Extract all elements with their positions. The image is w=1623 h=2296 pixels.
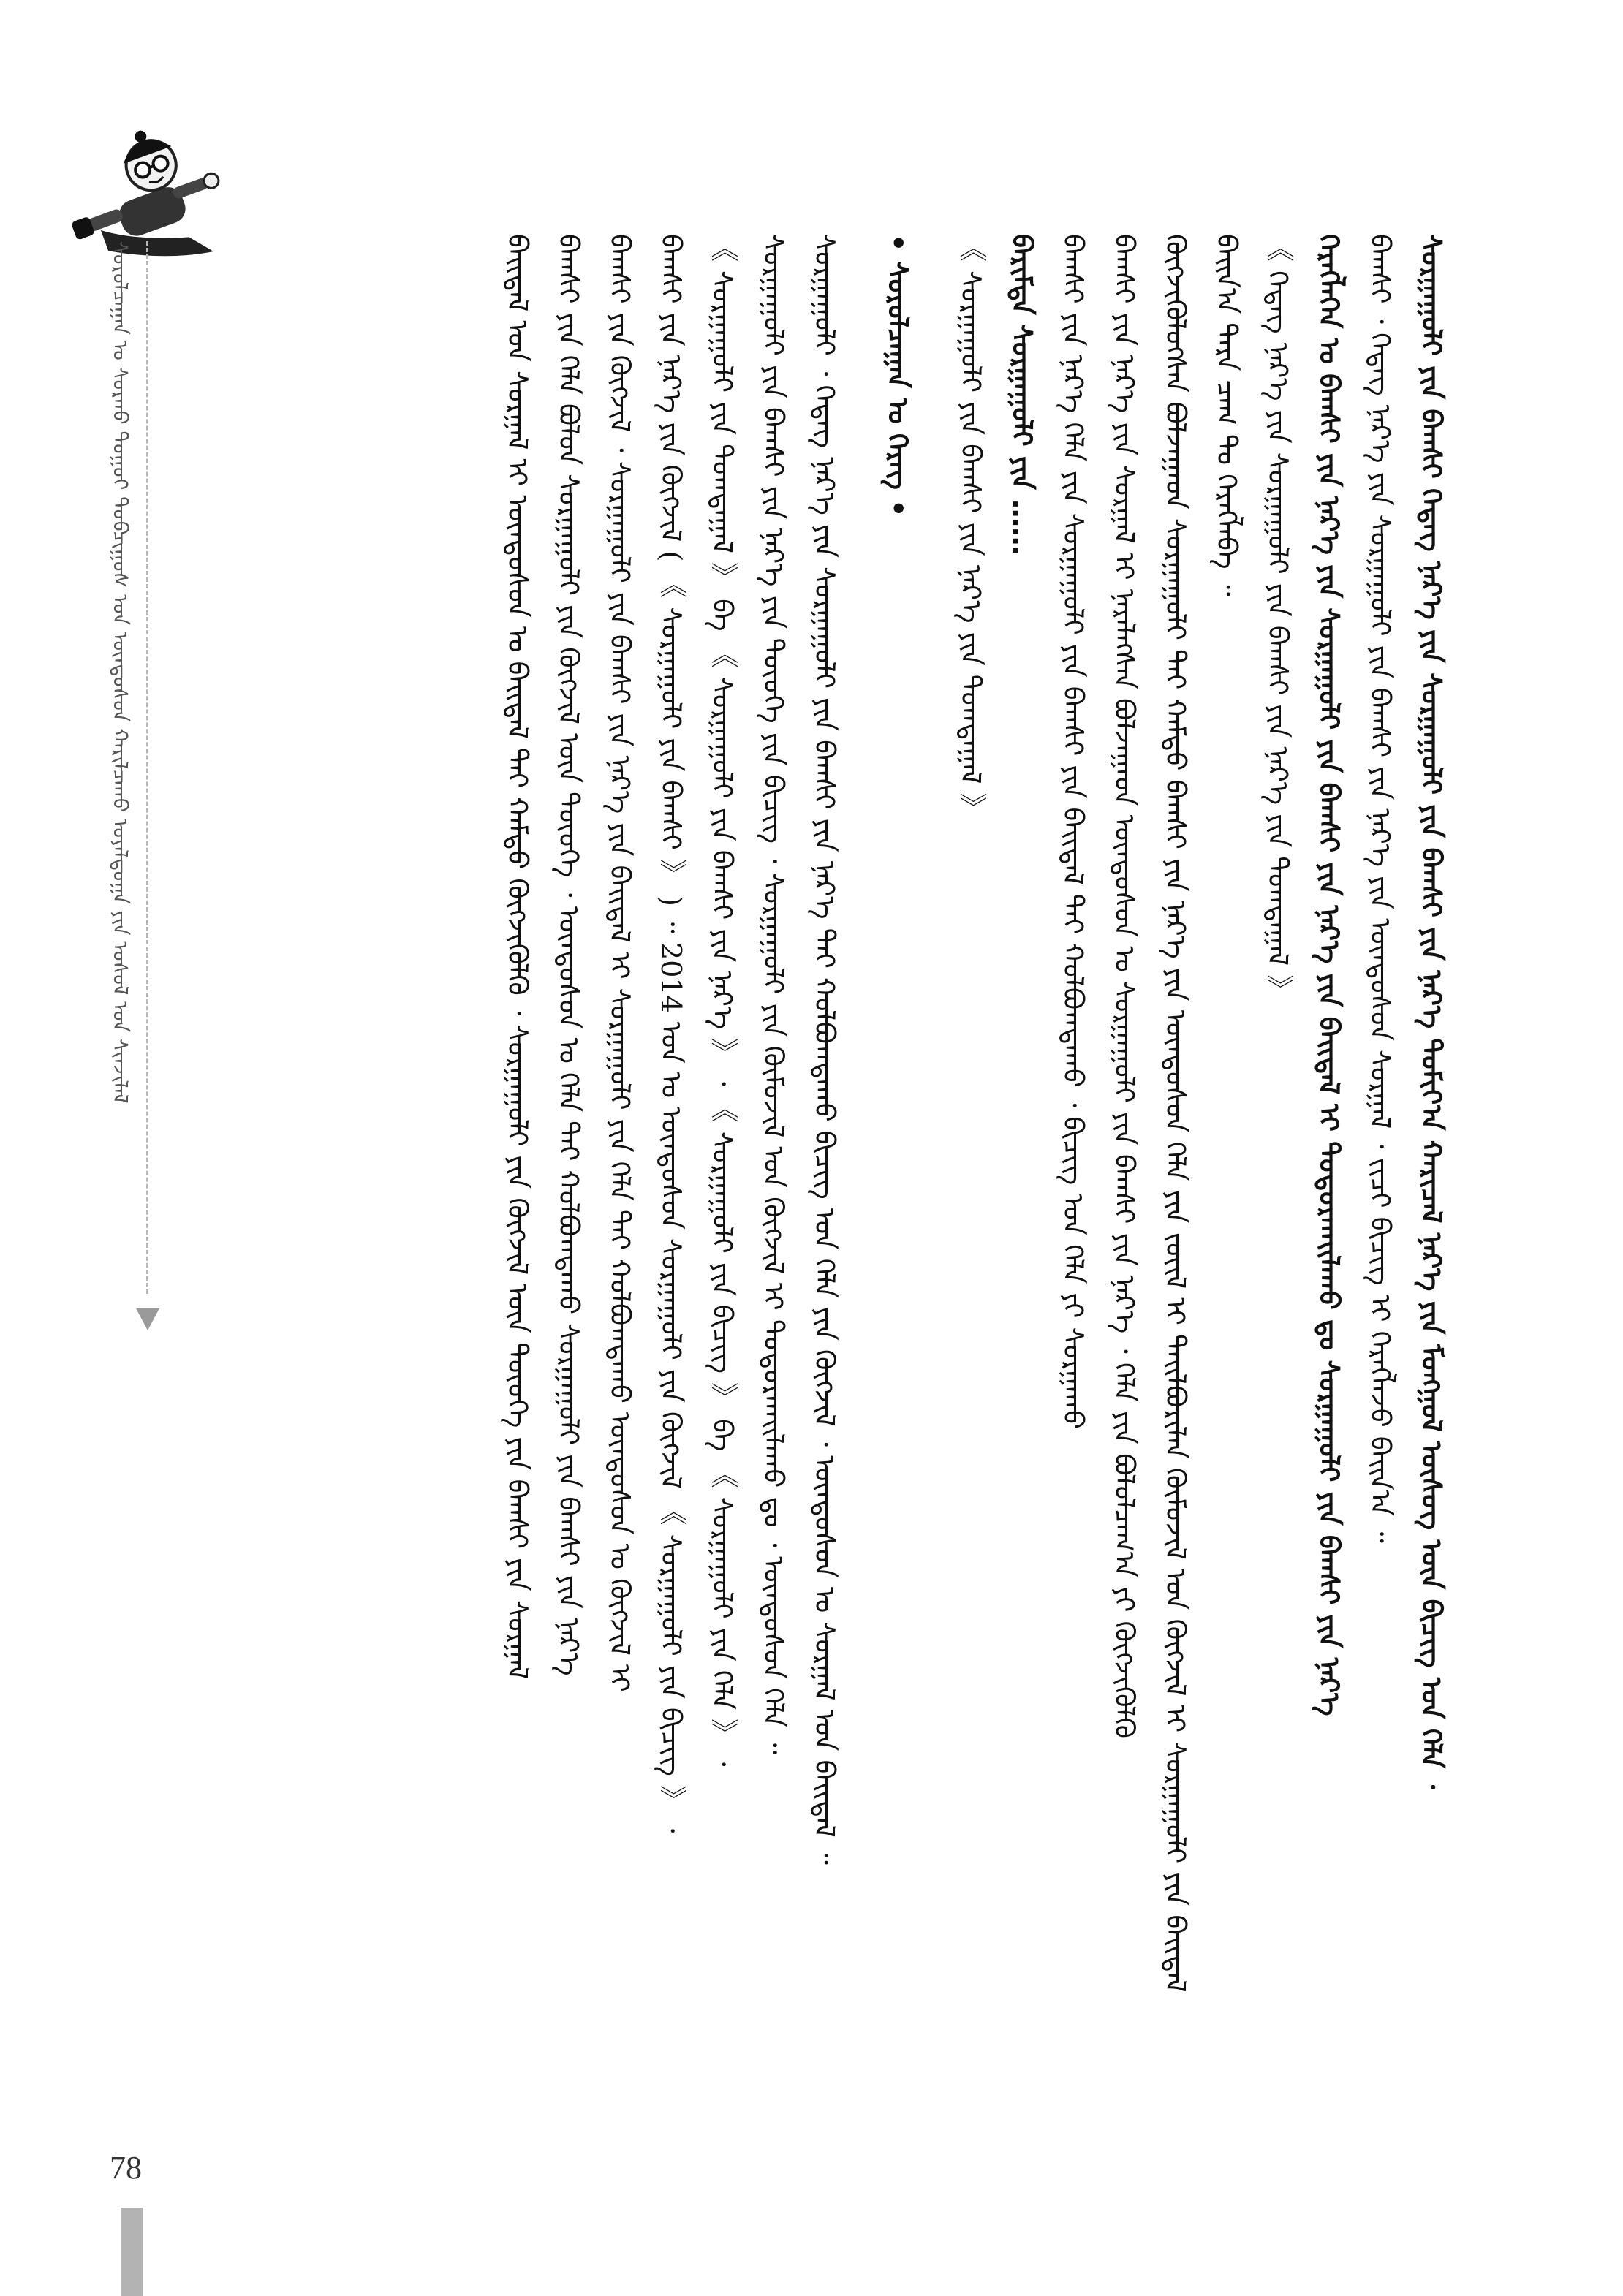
mascot-illustration: [66, 124, 234, 285]
text-column: ᠪᠠᠭᠰᠢ ᠶᠢᠨ ᠨᠡᠷ᠎ᠡ ᠶᠢᠨ ᠰᠤᠷᠭᠠᠯ ᠢ ᠨᠡᠷᠡᠯᠡᠭᠰᠡᠨ ᠪᠣᠯᠵᠠᠭᠠᠳ ᠦᠨᠳᠦᠰᠦᠨ ᠤ ᠰᠤᠷᠭᠠᠭᠤᠯᠢ ᠶᠢᠨ ᠪᠠᠭᠰᠢ ᠶᠢᠨ ᠨᠡᠷ᠎ᠡ ᠂ ᠬᠡᠯᠡ ᠶᠢᠨ ᠪᠣᠯᠣᠯᠴᠠᠭ᠎ᠠ ᠶᠢ ᠬᠥᠭᠵᠢᠭᠦᠯᠬᠦ: [1108, 234, 1140, 1739]
page-number: 78: [110, 2150, 142, 2186]
text-column: ᠬᠥᠭᠵᠢᠭᠦᠯᠦᠭᠰᠡᠨ ᠪᠣᠯᠵᠠᠭᠠᠳ ᠰᠤᠷᠭᠠᠭᠤᠯᠢ ᠲᠠᠢ ᠬᠠᠮᠲᠤ ᠪᠠᠭᠰᠢ ᠶᠢᠨ ᠨᠡᠷ᠎ᠡ ᠶᠢᠨ ᠦᠨᠳᠦᠰᠦᠨ ᠬᠡᠯᠡ ᠶᠢᠨ ᠵᠦᠢᠯ ᠢ ᠲᠠᠢᠯᠪᠤᠷᠢᠯᠠᠨ ᠬᠦᠮᠦᠵᠢᠯ ᠤᠨ ᠬᠥᠭᠵᠢᠯ ᠢ ᠰᠤᠷᠭᠠᠭᠤᠯᠢ ᠶᠢᠨ ᠪᠠᠢᠳᠠᠯ: [1159, 234, 1192, 1993]
text-column: ᠪᠠᠭᠰᠢ ᠶᠢᠨ ᠬᠥᠭᠵᠢᠯ ᠂ ᠰᠤᠷᠭᠠᠭᠤᠯᠢ ᠶᠢᠨ ᠪᠠᠭᠰᠢ ᠶᠢᠨ ᠨᠡᠷ᠎ᠡ ᠶᠢᠨ ᠪᠠᠢᠳᠠᠯ ᠢ ᠰᠤᠷᠭᠠᠭᠤᠯᠢ ᠶᠢᠨ ᠬᠡᠯᠡ ᠲᠠᠢ ᠬᠣᠯᠪᠣᠭᠳᠠᠬᠤ ᠦᠨᠳᠦᠰᠦᠨ ᠤ ᠬᠥᠭᠵᠢᠯ ᠢ: [604, 234, 636, 1692]
text-column: ᠰᠤᠷᠭᠠᠭᠤᠯᠢ ᠶᠢᠨ ᠪᠠᠭᠰᠢ ᠭᠡᠳᠡᠭ ᠨᠡᠷ᠎ᠡ ᠶᠢᠨ ᠰᠤᠷᠭᠠᠭᠤᠯᠢ ᠶᠢᠨ ᠪᠠᠭᠰᠢ ᠶᠢᠨ ᠨᠡᠷ᠎ᠡ ᠲᠣᠮᠢᠶ᠎ᠠ ᠬᠠᠷᠢᠴᠠᠯ ᠨᠡᠷ᠎ᠡ ᠶᠢᠨ ᠮᠣᠩᠭᠣᠯ ᠦᠰᠦᠭ ᠦᠨ ᠪᠢᠴᠢᠭ ᠤᠨ ᠬᠡᠯᠡ ᠂: [1415, 234, 1448, 1789]
text-column: ᠪᠠᠭᠰᠢ ᠶᠢᠨ ᠨᠡᠷ᠎ᠡ ᠬᠡᠯᠡ ᠶᠢᠨ ᠰᠤᠷᠭᠠᠭᠤᠯᠢ ᠶᠢᠨ ᠪᠠᠭᠰᠢ ᠶᠢᠨ ᠪᠠᠢᠳᠠᠯ ᠲᠠᠢ ᠬᠣᠯᠪᠣᠭᠳᠠᠬᠤ ᠂ ᠪᠢᠴᠢᠭ ᠤᠨ ᠬᠡᠯᠡ ᠶᠢ ᠰᠤᠷᠭᠠᠬᠤ: [1057, 234, 1089, 1429]
text-column: ᠰᠤᠷᠭᠠᠭᠤᠯᠢ ᠂ ᠭᠡᠳᠡᠭ ᠨᠡᠷ᠎ᠡ ᠶᠢᠨ ᠰᠤᠷᠭᠠᠭᠤᠯᠢ ᠶᠢᠨ ᠪᠠᠭᠰᠢ ᠶᠢᠨ ᠨᠡᠷ᠎ᠡ ᠲᠠᠢ ᠬᠣᠯᠪᠣᠭᠳᠠᠬᠤ ᠪᠢᠴᠢᠭ ᠤᠨ ᠬᠡᠯᠡ ᠶᠢᠨ ᠬᠥᠭᠵᠢᠯ ᠂ ᠦᠨᠳᠦᠰᠦᠨ ᠤ ᠰᠤᠷᠭᠠᠯ ᠤᠨ ᠪᠠᠢᠳᠠᠯ ᠃: [809, 234, 841, 1865]
text-column: ᠪᠠᠭᠰᠢ ᠶᠢᠨ ᠬᠡᠯᠡ ᠪᠣᠯᠣᠨ ᠰᠤᠷᠭᠠᠭᠤᠯᠢ ᠶᠢᠨ ᠬᠥᠭᠵᠢᠯ ᠦᠨ ᠲᠦᠦᠬᠡ ᠂ ᠦᠨᠳᠦᠰᠦᠨ ᠤ ᠬᠡᠯᠡ ᠲᠠᠢ ᠬᠣᠯᠪᠣᠭᠳᠠᠬᠤ ᠰᠤᠷᠭᠠᠭᠤᠯᠢ ᠶᠢᠨ ᠪᠠᠭᠰᠢ ᠶᠢᠨ ᠨᠡᠷ᠎ᠡ: [553, 234, 585, 1676]
header-divider: [146, 241, 148, 1294]
text-column: 《 ᠰᠤᠷᠭᠠᠭᠤᠯᠢ ᠶᠢᠨ ᠲᠣᠭᠲᠠᠭᠠᠯ 》 ᠪᠠ 《 ᠰᠤᠷᠭᠠᠭᠤᠯᠢ ᠶᠢᠨ ᠪᠠᠭᠰᠢ ᠶᠢᠨ ᠨᠡᠷ᠎ᠡ 》 ᠂ 《 ᠰᠤᠷᠭᠠᠭᠤᠯᠢ ᠶᠢᠨ ᠪᠢᠴᠢᠭ 》 ᠪᠠ 《 ᠰᠤᠷᠭᠠᠭᠤᠯᠢ ᠶᠢᠨ ᠬᠡᠯᠡ 》 ᠂: [706, 234, 738, 1767]
text-column: ᠪᠠᠢᠳᠠᠯ ᠤᠨ ᠰᠤᠷᠭᠠᠯ ᠢ ᠦᠨᠳᠦᠰᠦᠨ ᠤ ᠪᠠᠢᠳᠠᠯ ᠲᠠᠢ ᠬᠠᠮᠲᠤ ᠬᠥᠭᠵᠢᠭᠦᠯᠬᠦ ᠂ ᠰᠤᠷᠭᠠᠭᠤᠯᠢ ᠶᠢᠨ ᠬᠥᠭᠵᠢᠯ ᠦᠨ ᠲᠦᠦᠬᠡ ᠶᠢᠨ ᠪᠠᠭᠰᠢ ᠶᠢᠨ ᠰᠤᠷᠭᠠᠯ: [502, 234, 534, 1680]
text-column: ᠰᠤᠷᠭᠠᠭᠤᠯᠢ ᠶᠢᠨ ᠪᠠᠭᠰᠢ ᠶᠢᠨ ᠨᠡᠷ᠎ᠡ ᠶᠢᠨ ᠲᠦᠦᠬᠡ ᠶᠢᠨ ᠪᠢᠴᠢᠭ ᠂ ᠰᠤᠷᠭᠠᠭᠤᠯᠢ ᠶᠢᠨ ᠬᠦᠮᠦᠵᠢᠯ ᠤᠨ ᠬᠥᠭᠵᠢᠯ ᠢ ᠲᠣᠳᠣᠷᠬᠠᠢᠯᠠᠬᠤ ᠳᠤ ᠂ ᠦᠨᠳᠦᠰᠦᠨ ᠬᠡᠯᠡ ᠃: [757, 234, 790, 1755]
text-column: ᠪᠠᠭᠰᠢ ᠶᠢᠨ ᠨᠡᠷ᠎ᠡ ᠶᠢᠨ ᠬᠥᠭᠵᠢᠯ ( 《 ᠰᠤᠷᠭᠠᠭᠤᠯᠢ ᠶᠢᠨ ᠪᠠᠭᠰᠢ 》 ) ᠃ 2014 ᠣᠨ ᠤ ᠦᠨᠳᠦᠰᠦᠨ ᠰᠤᠷᠭᠠᠭᠤᠯᠢ ᠶᠢᠨ ᠬᠥᠭᠵᠢᠯ 《 ᠰᠤᠷᠭᠠᠭᠤᠯᠢ ᠶᠢᠨ ᠪᠢᠴᠢᠭ 》 ᠂: [655, 234, 687, 1833]
text-column: 《 ᠰᠤᠷᠭᠠᠭᠤᠯᠢ ᠶᠢᠨ ᠪᠠᠭᠰᠢ ᠶᠢᠨ ᠨᠡᠷ᠎ᠡ ᠶᠢᠨ ᠲᠣᠭᠲᠠᠭᠠᠯ 》: [955, 234, 987, 821]
running-title: ᠰᠤᠷᠤᠯᠴᠠᠭᠠᠨ ᠤ ᠰᠤᠷᠬᠤ ᠳᠤᠭᠤᠢ ᠲᠤᠪᠴᠢᠭᠤᠰ ᠤᠨ ᠦᠨᠳᠦᠰᠦᠨ ᠬᠠᠷᠢᠯᠴᠠᠬᠤ ᠤᠶᠠᠯᠳᠤᠭᠠ ᠶᠢᠨ ᠤᠰᠤᠯ ᠤᠨ ᠰᠢᠨᠵᠢᠯᠡᠯ: [108, 241, 132, 1104]
text-column: ᠬᠡᠷᠡᠭᠯᠡᠭᠡᠨ ᠤ ᠪᠠᠭᠰᠢ ᠶᠢᠨ ᠨᠡᠷ᠎ᠡ ᠶᠢᠨ ᠰᠤᠷᠭᠠᠭᠤᠯᠢ ᠶᠢᠨ ᠪᠠᠭᠰᠢ ᠶᠢᠨ ᠨᠡᠷ᠎ᠡ ᠶᠢᠨ ᠪᠠᠢᠳᠠᠯ ᠢ ᠲᠣᠳᠣᠷᠬᠠᠢᠯᠠᠬᠤ ᠳᠤ ᠰᠤᠷᠭᠠᠭᠤᠯᠢ ᠶᠢᠨ ᠪᠠᠭᠰᠢ ᠶᠢᠨ ᠨᠡᠷ᠎ᠡ: [1313, 234, 1345, 1716]
text-column: ᠪᠠᠢᠨ᠎ᠠ ᠲᠡᠷᠡ ᠴᠠᠭ ᠲᠤ ᠬᠡᠷᠡᠭᠯᠡᠪᠡ ᠃: [1211, 234, 1243, 596]
text-column: ᠪᠠᠭᠰᠢ ᠂ ᠭᠡᠳᠡᠭ ᠨᠡᠷ᠎ᠡ ᠶᠢᠨ ᠰᠤᠷᠭᠠᠭᠤᠯᠢ ᠶᠢᠨ ᠪᠠᠭᠰᠢ ᠶᠢᠨ ᠨᠡᠷ᠎ᠡ ᠶᠢᠨ ᠦᠨᠳᠦᠰᠦᠨ ᠰᠤᠷᠭᠠᠯ ᠂ ᠵᠢᠴᠢ ᠪᠢᠴᠢᠭ᠌ ᠢ ᠬᠡᠷᠡᠭᠯᠡᠵᠦ ᠪᠠᠢᠨ᠎ᠠ ᠃: [1364, 234, 1396, 1543]
triangle-marker-icon: [136, 1308, 159, 1330]
page-edge-bar: [121, 2208, 143, 2296]
text-column: 《 ᠭᠡᠳᠡᠭ ᠨᠡᠷ᠎ᠡ ᠶᠢᠨ ᠰᠤᠷᠭᠠᠭᠤᠯᠢ ᠶᠢᠨ ᠪᠠᠭᠰᠢ ᠶᠢᠨ ᠨᠡᠷ᠎ᠡ ᠶᠢᠨ ᠲᠣᠭᠲᠠᠭᠠᠯ 》: [1262, 234, 1294, 1003]
text-column: • ᠰᠤᠷᠤᠯᠴᠠᠭᠠᠨ ᠤ ᠬᠡᠷᠡᠭ •: [882, 234, 914, 518]
text-column: ᠪᠠᠷᠢᠮᠲᠠ ᠰᠤᠷᠭᠠᠭᠤᠯᠢ ᠶᠢᠨ ……: [1006, 234, 1038, 556]
